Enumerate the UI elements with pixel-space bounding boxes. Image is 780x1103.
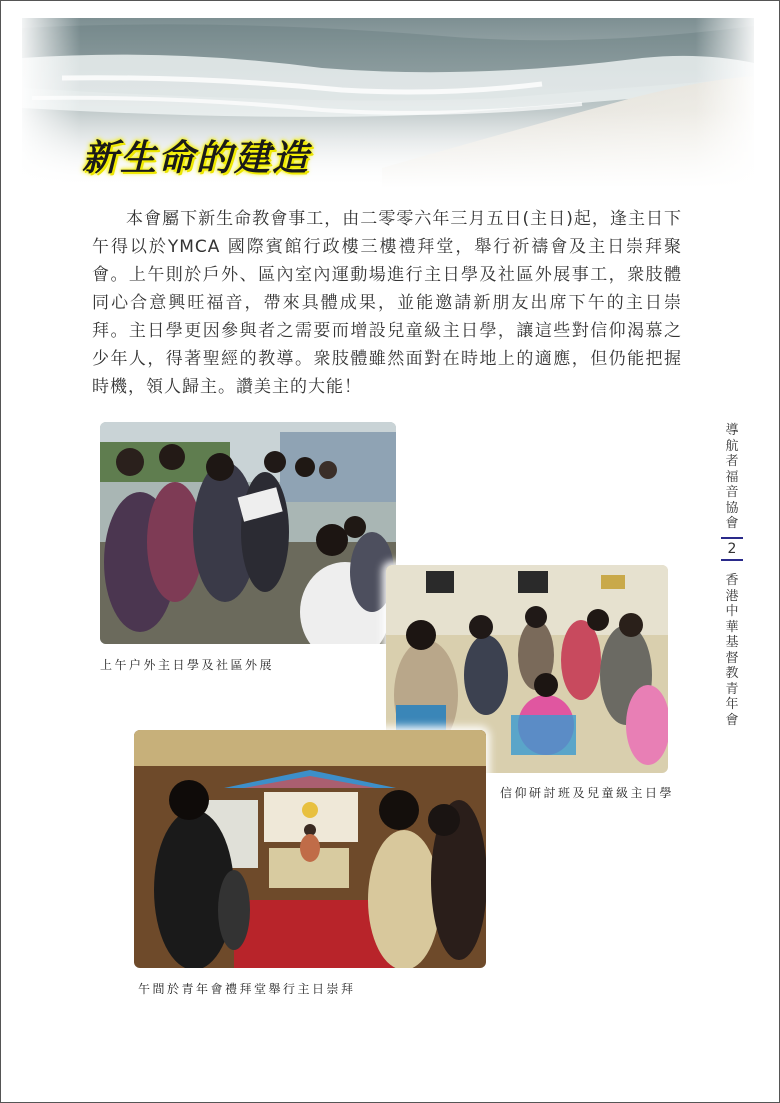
page-number: 2 bbox=[721, 537, 743, 561]
worship-service-photo bbox=[134, 730, 486, 968]
study-photo-caption: 信仰研討班及兒童級主日學 bbox=[500, 786, 675, 800]
body-paragraph: 本會屬下新生命教會事工，由二零零六年三月五日(主日)起，逢主日下午得以於YMCA 國際賓館行政樓三樓禮拜堂，舉行祈禱會及主日崇拜聚會。上午則於戶外、區內室內運動場進行主日學及社區外展事工，衆肢體同心合意興旺福音，帶來具體成果，並能邀請新朋友出席下午的主日崇拜。主日學更因參與者之需要而增設兒童級主日學，讓這些對信仰渴慕之少年人，得著聖經的教導。衆肢體雖然面對在時地上的適應，但仍能把握時機，領人歸主。讚美主的大能！ bbox=[92, 209, 682, 397]
page-title: 新生命的建造 bbox=[82, 137, 311, 179]
organization-name-vertical: 導航者福音協會 bbox=[725, 423, 739, 531]
ymca-name-vertical: 香港中華基督教青年會 bbox=[725, 573, 739, 728]
outdoor-photo-caption: 上午户外主日學及社區外展 bbox=[100, 658, 275, 672]
worship-photo-caption: 午間於青年會禮拜堂舉行主日崇拜 bbox=[138, 982, 356, 996]
outdoor-sunday-school-photo bbox=[100, 422, 396, 644]
